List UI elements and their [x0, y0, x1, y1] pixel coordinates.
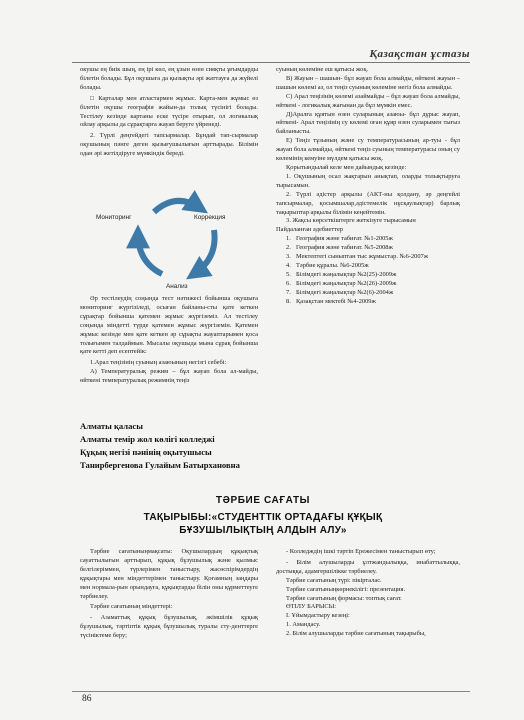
bottom-left-column	[80, 548, 258, 641]
paragraph: Әр тестілеудің соңында тест нәтижесі бойынша оқушыға мониторинг жүргізіледі, осыған байланы-сты қате кеткен сұрақтар бойынша қатемен жұмыс жүргіземіз. Ал тестілеу соңында міндетті түрде қатемен жұмыс жүргіземін. Қатемен жұмыс кезінде мен қате кеткен әр сұрақты жауаптарымен қоса толығымен талдаймын. Мысалы оқушыда мына сұрақ бойынша қате кетті деп есептейік:	[80, 295, 258, 356]
section-heading: ТӘРБИЕ САҒАТЫ	[215, 495, 311, 506]
list-item: 6. Білімдегі жаңалықтар №2(26)-2009ж	[286, 279, 397, 287]
paragraph: 1. Оқушының осал жақтарын анықтап, оларды толықтыруға тырысамын.	[276, 172, 460, 189]
section-title	[80, 495, 446, 537]
section-subtitle-line-1: ТАҚЫРЫБЫ:«СТУДЕНТТІК ОРТАДАҒЫ ҚҰҚЫҚ	[143, 512, 383, 523]
paragraph: 3. Жақсы көрсеткіштерге жеткізуге тырысамын	[286, 217, 416, 225]
cycle-diagram	[96, 186, 254, 294]
diagram-label-correction: Коррекция	[194, 214, 226, 221]
diagram-label-monitoring: Мониторинг	[96, 214, 132, 221]
paragraph: Тәрбие сағатыныңкөрнекілігі: презентация.	[286, 585, 406, 593]
paragraph: Тәрбие сағатының формасы: топтық сағат.	[286, 594, 402, 602]
list-item: 8. Қазақстан мектебі №4-2009ж	[286, 297, 376, 305]
arrow-monitoring-to-correction	[154, 201, 200, 212]
paragraph: Д)Аралға құятын өзен суларының азаюы- бұл дұрыс жауап, өйткені- Арал теңізінің су көлемі оған құяр өзен суларымен тығыз байланысты.	[276, 110, 460, 136]
footer-rule	[72, 691, 470, 692]
list-item: 3. Мектептегі сыныптан тыс жұмыстар. №6-2007ж	[286, 253, 429, 261]
author-role: Құқық негізі пәнінің оқытушысы	[80, 447, 212, 457]
bottom-right-column	[276, 548, 460, 639]
arrow-analysis-to-monitoring	[138, 234, 162, 274]
author-name: Танирбергенова Гулайым Батырхановна	[80, 460, 240, 470]
arrow-correction-to-analysis	[194, 230, 215, 274]
author-block	[80, 420, 240, 472]
list-item: 4. Тәрбие құралы. №6-2005ж	[286, 261, 369, 269]
paragraph: окушы ең биік шың, ең ірі көл, ең ұзын өзен сияқты ұғымдарды білетін болады. Бұл оқушыға да қызықты әрі жаттауға да жүйелі болады.	[80, 66, 258, 91]
page-number: 86	[82, 694, 92, 704]
references-heading: Пайдаланған әдебиеттер	[276, 226, 343, 234]
paragraph: C) Арал теңізінің көлемі азаймайды – бұл жауап бола алмайды, өйткені - логикалық жағынан да бұл мүмкін емес.	[276, 92, 460, 109]
paragraph: - Азаматтық құқық бұзушылық, әкімшілік құқық бұзушылық, тәртіптік құқық бұзушылық туралы сту-денттерге түсініктеме беру;	[80, 614, 258, 640]
paragraph: А) Температуралық режим – бұл жауап бола ал-майды, өйткені температуралық режимнің теңіз	[80, 368, 258, 385]
paragraph: 1.Арал теңізінің суының азаюының негізгі себебі:	[90, 359, 227, 367]
list-item: 1. География және табиғат. №1-2005ж	[286, 235, 393, 243]
paragraph: 2. Білім алушыларды тәрбие сағатының тақырыбы,	[286, 630, 426, 638]
reference-list	[276, 235, 460, 306]
paragraph: - Білім алушыларды ұлтжандылыққа, инабаттылыққа, достыққа, адамгершілікке тәрбиелеу.	[276, 558, 460, 575]
list-item: 5. Білімдегі жаңалықтар №2(25)-2009ж	[286, 270, 397, 278]
paragraph: Қорытындылай келе мен дайындық кезінде:	[286, 163, 407, 171]
list-item: 7. Білімдегі жаңалықтар №2(6)-2004ж	[286, 288, 394, 296]
paragraph: Е) Теңіз тұзының және су температурасының ар-туы - бұл жауап бола алмайды, өйткені теңіз суының температурасы оның су көлемінің кемуіне мүлдем қатысы жоқ.	[276, 137, 460, 163]
paragraph: Тәрбие сағатының түрі: пікірталас.	[286, 576, 382, 584]
paragraph: Тәрбие сағатының міндеттері:	[90, 603, 173, 611]
journal-title: Қазақстан ұстазы	[369, 48, 470, 60]
paragraph: □ Карталар мен атластармен жұмыс. Карта-мен жұмыс өз білетін оқушы географія жайын-да толық түсінігі болады. Тестілеу кезінде картаны еске түсіре отырып, ол логикалық ойлау арқылы да сұрақтарға жауап беруге үйренеді.	[80, 94, 258, 129]
paragraph: 2. Түрлі әдістер арқылы (АКТ-ны қолдану, әр деңгейлі тапсырмалар, қосымшалар,әдістемелік нұсқаулықтар) барлық тақырыптар арқылы білімін кеңейтемін.	[276, 190, 460, 216]
paragraph: ӨТІЛУ БАРЫСЫ:	[286, 603, 337, 611]
left-column-bottom	[80, 295, 258, 386]
header-rule	[72, 62, 470, 63]
paragraph: 1. Амандасу.	[286, 621, 321, 629]
left-column-top	[80, 66, 258, 159]
paragraph: - Колледждің ішкі тәртіп Ережесімен таныстырып өту;	[286, 548, 436, 555]
diagram-label-analysis: Анализ	[166, 283, 188, 290]
paragraph: 2. Түрлі деңгейдегі тапсырмалар. Бұндай тап-сырмалар оқушының пәнге деген қызығушылығын арттырады. Білімін одан әрі жетілдіруге мүмкіндік береді.	[80, 132, 258, 158]
paragraph: B) Жауын – шашын- бұл жауап бола алмайды, өйткені жауын –шашын көлемі аз, ол теңіз суының көлеміне негіз бола алмайды.	[276, 74, 460, 91]
paragraph: І. Ұйымдастыру кезеңі:	[286, 612, 350, 620]
paragraph: Тәрбие сағатыныңмақсаты: Оқушылардың құқықтық сауаттылығын арттырып, құқық бұзушылық және қылмыс белгілеріммен, түрлерімен таныстыру, жасөспірімдердің құқықтары мен міндеттерімен таныстыру. Қоғамның заңдары мен нормала-рын орындауға, құқықтарды білін оны құрметтеуге тәрбиелеу.	[80, 548, 258, 600]
right-column-top	[276, 66, 460, 306]
list-item: 2. География және табиғат. №5-2008ж	[286, 244, 393, 252]
author-city: Алматы қаласы	[80, 421, 143, 431]
author-college: Алматы темір жол көлігі колледжі	[80, 434, 215, 444]
section-subtitle-line-2: БҰЗУШЫЛЫҚТЫҢ АЛДЫН АЛУ»	[179, 525, 347, 536]
paragraph: суының көлеміне еш қатысы жоқ.	[276, 66, 369, 73]
